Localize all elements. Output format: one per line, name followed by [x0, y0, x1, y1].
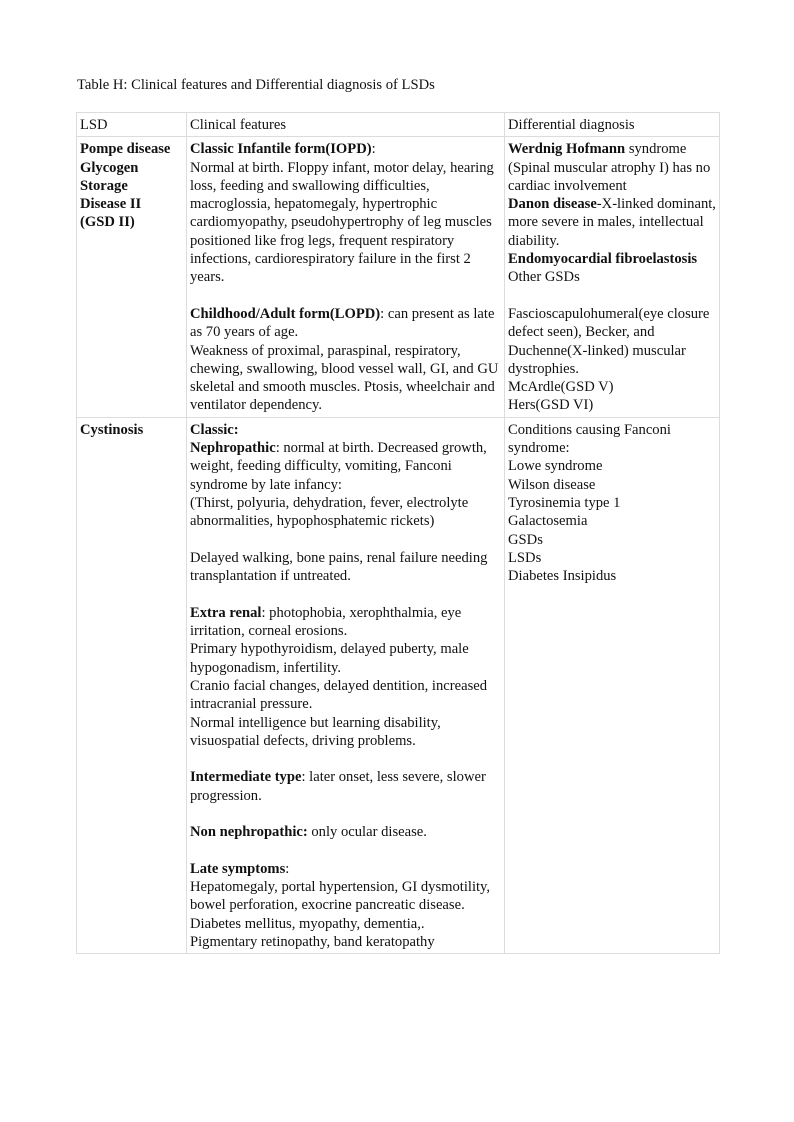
nephropathic-text: : normal at birth. Decreased growth, weight, feeding difficulty, vomiting, Fanconi syndrome by late infancy:: [190, 440, 487, 493]
differential-list-item: Tyrosinemia type 1: [508, 494, 621, 511]
lsd-name-line: Disease II: [80, 196, 142, 213]
differential-list-item: GSDs: [508, 531, 543, 548]
differential-list-item: Conditions causing Fanconi syndrome:: [508, 421, 671, 457]
lsd-name-line: Glycogen: [80, 159, 139, 176]
lsd-cell-pompe: [77, 137, 187, 417]
differential-list-item: Lowe syndrome: [508, 458, 603, 475]
iopd-heading-line: [190, 140, 501, 158]
other-gsds: Other GSDs: [508, 269, 580, 286]
late-symptoms-text: Diabetes mellitus, myopathy, dementia,.: [190, 915, 425, 932]
late-symptoms-heading-line: [190, 860, 501, 878]
lsd-table: [76, 112, 720, 954]
clinical-cell-pompe: [187, 137, 505, 417]
endomyocardial-fibroelastosis: Endomyocardial fibroelastosis: [508, 251, 698, 268]
late-symptoms-text: Pigmentary retinopathy, band keratopathy: [190, 934, 435, 951]
table-row-cystinosis: [77, 417, 720, 954]
werdnig-hofmann-name: Werdnig Hofmann: [508, 141, 626, 158]
werdnig-hofmann-entry: [508, 140, 716, 195]
iopd-description: Normal at birth. Floppy infant, motor delay, hearing loss, feeding and swallowing difficulties, macroglossia, hepatomegaly, hypertrophic cardiomyopathy, pseudohypertrophy of leg muscles positioned like frog legs, frequent respiratory infections, cardiorespiratory failure in the first 2 years.: [190, 159, 494, 286]
intelligence-text: Normal intelligence but learning disability, visuospatial defects, driving problems.: [190, 714, 441, 749]
intermediate-type-heading: Intermediate type: [190, 769, 302, 786]
iopd-colon: :: [371, 141, 376, 158]
non-nephropathic-heading: Non nephropathic:: [190, 824, 308, 841]
late-symptoms-heading: Late symptoms: [190, 860, 286, 877]
lopd-intro: : can present as late as 70 years of age.: [190, 305, 495, 341]
differential-list-item: Diabetes Insipidus: [508, 568, 617, 585]
classic-heading: Classic:: [190, 421, 239, 438]
extra-renal-paragraph: [190, 604, 501, 641]
differential-cell-cystinosis: [505, 417, 720, 954]
differential-list-item: LSDs: [508, 549, 542, 566]
nephropathic-paragraph: [190, 439, 501, 494]
werdnig-hofmann-text: syndrome (Spinal muscular atrophy I) has no cardiac involvement: [508, 141, 711, 194]
delayed-walking-text: Delayed walking, bone pains, renal failure needing transplantation if untreated.: [190, 549, 488, 585]
non-nephropathic-text: only ocular disease.: [307, 824, 427, 841]
lsd-cell-cystinosis: Cystinosis: [77, 417, 187, 954]
lopd-description: Weakness of proximal, paraspinal, respiratory, chewing, swallowing, blood vessel wall, GI, and GU skeletal and smooth muscles. Ptosis, wheelchair and ventilator dependency.: [190, 342, 499, 414]
nephropathic-details: (Thirst, polyuria, dehydration, fever, electrolyte abnormalities, hypophosphatemic rickets): [190, 494, 469, 530]
late-symptoms-text: Hepatomegaly, portal hypertension, GI dysmotility, bowel perforation, exocrine pancreatic disease.: [190, 879, 491, 914]
lopd-heading: Childhood/Adult form(LOPD): [190, 305, 381, 322]
intermediate-type-text: : later onset, less severe, slower progression.: [190, 769, 486, 804]
extra-renal-text: : photophobia, xerophthalmia, eye irritation, corneal erosions.: [190, 604, 462, 640]
lsd-name-line: Pompe disease: [80, 141, 171, 158]
endocrine-text: Primary hypothyroidism, delayed puberty, male hypogonadism, infertility.: [190, 641, 469, 676]
late-symptoms-colon: :: [285, 860, 290, 877]
craniofacial-text: Cranio facial changes, delayed dentition, increased intracranial pressure.: [190, 677, 488, 713]
differential-list-item: Galactosemia: [508, 513, 588, 530]
nephropathic-heading: Nephropathic: [190, 440, 276, 457]
muscular-dystrophies: Fascioscapulohumeral(eye closure defect seen), Becker, and Duchenne(X-linked) muscular dystrophies.: [508, 305, 710, 377]
extra-renal-heading: Extra renal: [190, 604, 262, 621]
intermediate-type-paragraph: [190, 768, 501, 805]
table-caption: Table H: Clinical features and Differential diagnosis of LSDs: [77, 77, 435, 93]
clinical-cell-cystinosis: [187, 417, 505, 954]
header-differential-diagnosis: Differential diagnosis: [505, 113, 720, 137]
danon-disease-text: -X-linked dominant, more severe in males, intellectual diability.: [508, 196, 716, 249]
table-row-pompe: [77, 137, 720, 417]
mcardle-entry: McArdle(GSD V): [508, 379, 614, 396]
table-header-row: [77, 113, 720, 137]
non-nephropathic-paragraph: [190, 823, 501, 841]
header-lsd: LSD: [77, 113, 187, 137]
differential-list-item: Wilson disease: [508, 476, 596, 493]
differential-cell-pompe: [505, 137, 720, 417]
iopd-heading: Classic Infantile form(IOPD): [190, 141, 372, 158]
danon-disease-name: Danon disease: [508, 196, 597, 213]
header-clinical-features: Clinical features: [187, 113, 505, 137]
lopd-intro-paragraph: [190, 305, 501, 342]
hers-entry: Hers(GSD VI): [508, 397, 594, 414]
lsd-name-line: Storage: [80, 177, 128, 194]
danon-disease-entry: [508, 195, 716, 250]
lsd-name-line: (GSD II): [80, 214, 135, 231]
